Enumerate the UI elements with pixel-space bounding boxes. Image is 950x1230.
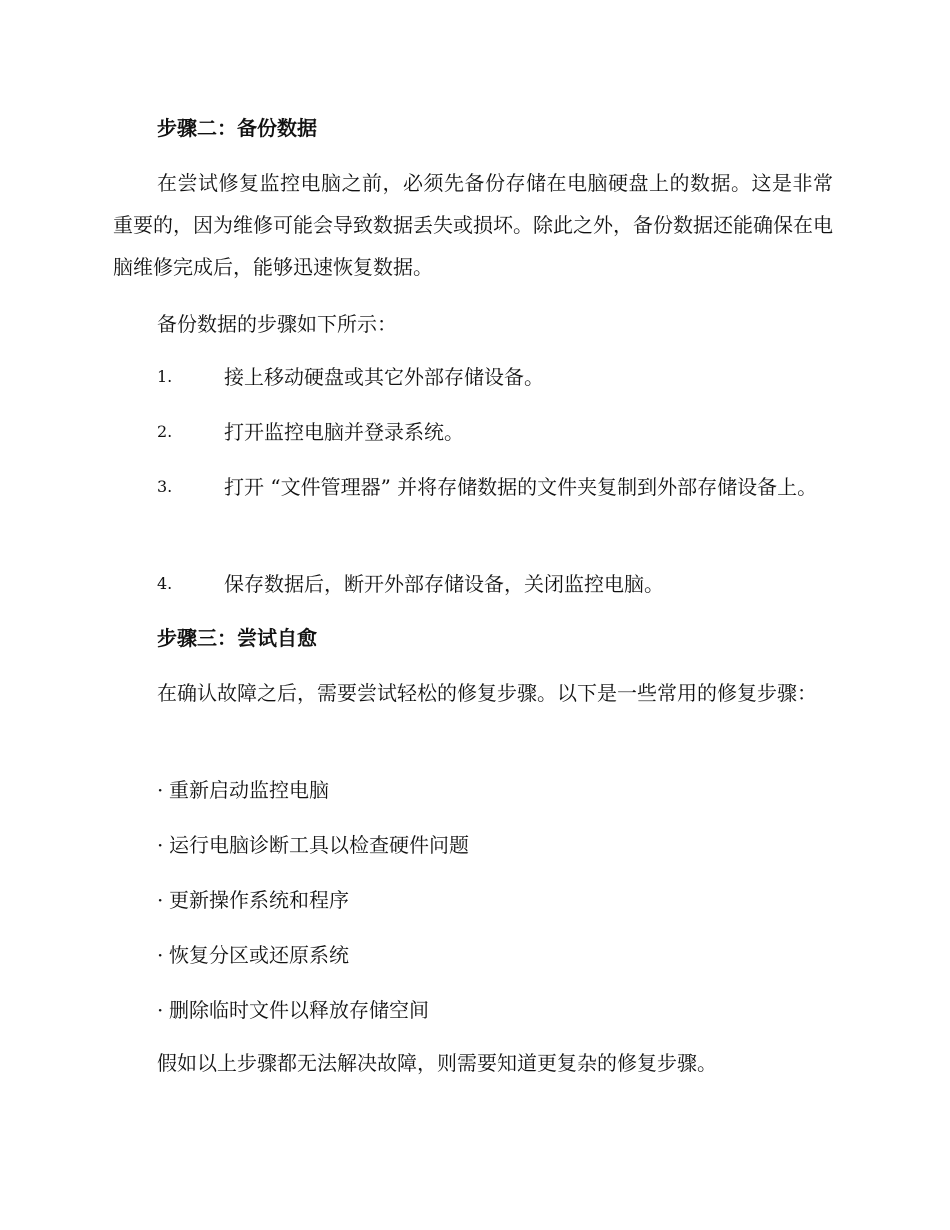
- numbered-step-2: [113, 411, 833, 453]
- bullet-item-4: [157, 941, 349, 969]
- bullet-item-2: [157, 831, 469, 859]
- bullet-text: 运行电脑诊断工具以检查硬件问题: [169, 833, 469, 857]
- bullet-item-3: [157, 886, 349, 914]
- bullet-text: 重新启动监控电脑: [169, 778, 329, 802]
- step3-intro-paragraph: 在确认故障之后，需要尝试轻松的修复步骤。以下是一些常用的修复步骤：: [157, 681, 817, 705]
- bullet-marker: ·: [157, 998, 164, 1022]
- step3-heading: 步骤三：尝试自愈: [157, 626, 317, 650]
- numbered-step-3: [113, 466, 833, 508]
- bullet-text: 更新操作系统和程序: [169, 888, 349, 912]
- step2-heading: 步骤二：备份数据: [157, 116, 317, 140]
- step-text: 保存数据后，断开外部存储设备，关闭监控电脑。: [224, 572, 664, 596]
- conclusion-line: 假如以上步骤都无法解决故障，则需要知道更复杂的修复步骤。: [157, 1051, 717, 1075]
- bullet-marker: ·: [157, 943, 164, 967]
- step2-intro-paragraph: 在尝试修复监控电脑之前，必须先备份存储在电脑硬盘上的数据。这是非常重要的，因为维修可能会导致数据丢失或损坏。除此之外，备份数据还能确保在电脑维修完成后，能够迅速恢复数据。: [113, 171, 833, 279]
- step-number: 4.: [157, 574, 173, 593]
- bullet-item-5: [157, 996, 429, 1024]
- bullet-item-1: [157, 776, 329, 804]
- bullet-marker: ·: [157, 778, 164, 802]
- numbered-step-4: [113, 563, 833, 605]
- bullet-marker: ·: [157, 888, 164, 912]
- step-text: 打开监控电脑并登录系统。: [224, 420, 464, 444]
- bullet-marker: ·: [157, 833, 164, 857]
- numbered-step-1: [113, 356, 833, 398]
- step-number: 1.: [157, 367, 173, 386]
- bullet-text: 删除临时文件以释放存储空间: [169, 998, 429, 1022]
- step-text: 接上移动硬盘或其它外部存储设备。: [224, 365, 544, 389]
- steps-intro-line: 备份数据的步骤如下所示：: [157, 312, 397, 336]
- step-number: 3.: [157, 477, 173, 496]
- step-text: 打开 “文件管理器” 并将存储数据的文件夹复制到外部存储设备上。: [224, 475, 818, 499]
- step-number: 2.: [157, 422, 173, 441]
- bullet-text: 恢复分区或还原系统: [169, 943, 349, 967]
